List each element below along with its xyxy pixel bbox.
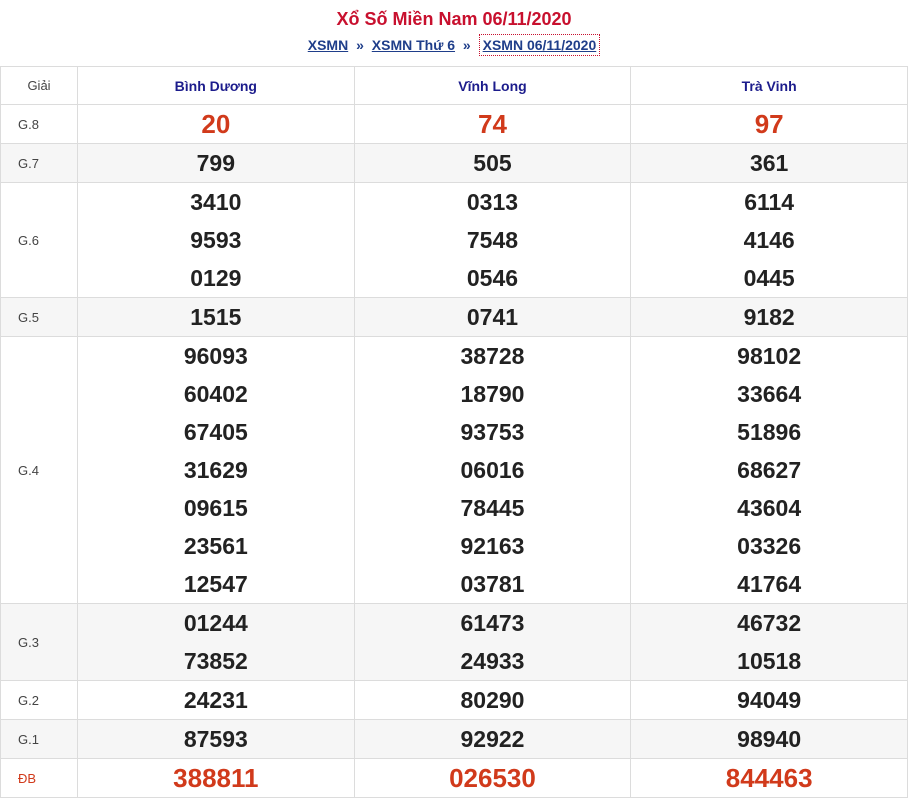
- lottery-number: 03781: [460, 571, 525, 597]
- table-row: [1, 337, 908, 604]
- lottery-number: 41764: [737, 571, 802, 597]
- prize-label: G.7: [1, 144, 78, 183]
- lottery-number: 0546: [466, 265, 519, 291]
- result-cell: [78, 604, 355, 681]
- lottery-number: 0741: [466, 304, 519, 330]
- lottery-number: 94049: [737, 687, 802, 713]
- result-cell: [631, 298, 908, 337]
- result-cell: [354, 720, 631, 759]
- result-cell: [354, 759, 631, 798]
- table-row: [1, 144, 908, 183]
- lottery-number: 31629: [183, 457, 248, 483]
- prize-column-header: Giải: [1, 67, 78, 105]
- table-row: [1, 681, 908, 720]
- lottery-number: 38728: [460, 343, 525, 369]
- lottery-number: 61473: [460, 610, 525, 636]
- prize-label: G.6: [1, 183, 78, 298]
- lottery-number: 12547: [183, 571, 248, 597]
- province-header: Vĩnh Long: [354, 67, 631, 105]
- lottery-number: 844463: [725, 763, 813, 793]
- breadcrumb-day-link[interactable]: XSMN Thứ 6: [371, 37, 456, 53]
- lottery-number: 026530: [449, 763, 536, 793]
- lottery-number: 98102: [737, 343, 802, 369]
- result-cell: [78, 720, 355, 759]
- lottery-number: 51896: [737, 419, 802, 445]
- lottery-number: 96093: [183, 343, 248, 369]
- result-cell: [354, 144, 631, 183]
- lottery-number: 92163: [460, 533, 525, 559]
- lottery-number: 60402: [183, 381, 248, 407]
- page-title: Xổ Số Miền Nam 06/11/2020: [336, 9, 572, 29]
- lottery-number: 799: [196, 150, 236, 176]
- prize-label: G.8: [1, 105, 78, 144]
- lottery-number: 93753: [460, 419, 525, 445]
- lottery-number: 7548: [466, 227, 519, 253]
- lottery-number: 03326: [737, 533, 802, 559]
- table-row: [1, 183, 908, 298]
- lottery-number: 73852: [183, 648, 248, 674]
- breadcrumb: [0, 34, 908, 60]
- province-header: Trà Vinh: [631, 67, 908, 105]
- result-cell: [354, 681, 631, 720]
- result-cell: [78, 681, 355, 720]
- result-cell: [354, 337, 631, 604]
- lottery-number: 33664: [737, 381, 802, 407]
- lottery-number: 68627: [737, 457, 802, 483]
- breadcrumb-current-link[interactable]: XSMN 06/11/2020: [479, 34, 601, 56]
- lottery-number: 18790: [460, 381, 525, 407]
- result-cell: [78, 298, 355, 337]
- prize-label: G.1: [1, 720, 78, 759]
- result-cell: [631, 681, 908, 720]
- lottery-number: 23561: [183, 533, 248, 559]
- result-cell: [631, 144, 908, 183]
- table-header-row: [1, 67, 908, 105]
- result-cell: [354, 105, 631, 144]
- lottery-number: 9593: [190, 227, 242, 253]
- lottery-number: 0313: [466, 189, 519, 215]
- lottery-number: 24231: [183, 687, 248, 713]
- lottery-number: 20: [201, 109, 231, 139]
- lottery-number: 24933: [460, 648, 525, 674]
- result-cell: [354, 298, 631, 337]
- breadcrumb-separator: »: [356, 37, 364, 53]
- result-cell: [354, 604, 631, 681]
- lottery-number: 97: [754, 109, 784, 139]
- table-row: [1, 105, 908, 144]
- result-cell: [631, 183, 908, 298]
- lottery-number: 74: [478, 109, 507, 139]
- lottery-number: 6114: [744, 189, 795, 215]
- lottery-number: 09615: [183, 495, 248, 521]
- lottery-number: 92922: [460, 726, 525, 752]
- result-cell: [631, 759, 908, 798]
- result-cell: [78, 337, 355, 604]
- lottery-number: 80290: [460, 687, 525, 713]
- result-cell: [631, 337, 908, 604]
- lottery-number: 67405: [183, 419, 248, 445]
- breadcrumb-xsmn-link[interactable]: XSMN: [307, 37, 349, 53]
- prize-label: G.3: [1, 604, 78, 681]
- result-cell: [631, 105, 908, 144]
- result-cell: [78, 144, 355, 183]
- results-table: [0, 66, 908, 798]
- lottery-number: 43604: [737, 495, 802, 521]
- lottery-number: 78445: [460, 495, 525, 521]
- result-cell: [631, 604, 908, 681]
- lottery-number: 388811: [173, 763, 259, 793]
- lottery-number: 87593: [183, 726, 248, 752]
- lottery-number: 01244: [183, 610, 248, 636]
- table-row: [1, 604, 908, 681]
- lottery-number: 505: [473, 150, 512, 176]
- result-cell: [78, 759, 355, 798]
- results-body: [1, 105, 908, 798]
- lottery-number: 9182: [743, 304, 795, 330]
- result-cell: [78, 183, 355, 298]
- table-row: [1, 720, 908, 759]
- lottery-number: 361: [749, 150, 789, 176]
- prize-label: G.5: [1, 298, 78, 337]
- table-row: [1, 759, 908, 798]
- lottery-number: 1515: [190, 304, 242, 330]
- lottery-number: 46732: [737, 610, 802, 636]
- result-cell: [78, 105, 355, 144]
- lottery-number: 0129: [190, 265, 242, 291]
- lottery-number: 3410: [190, 189, 242, 215]
- lottery-number: 06016: [460, 457, 525, 483]
- province-header: Bình Dương: [78, 67, 355, 105]
- prize-label: G.4: [1, 337, 78, 604]
- result-cell: [354, 183, 631, 298]
- table-row: [1, 298, 908, 337]
- prize-label: G.2: [1, 681, 78, 720]
- result-cell: [631, 720, 908, 759]
- lottery-number: 10518: [737, 648, 802, 674]
- breadcrumb-separator: »: [462, 37, 471, 53]
- lottery-number: 98940: [737, 726, 802, 752]
- prize-label: ĐB: [1, 759, 78, 798]
- lottery-number: 4146: [743, 227, 795, 253]
- lottery-number: 0445: [743, 265, 795, 291]
